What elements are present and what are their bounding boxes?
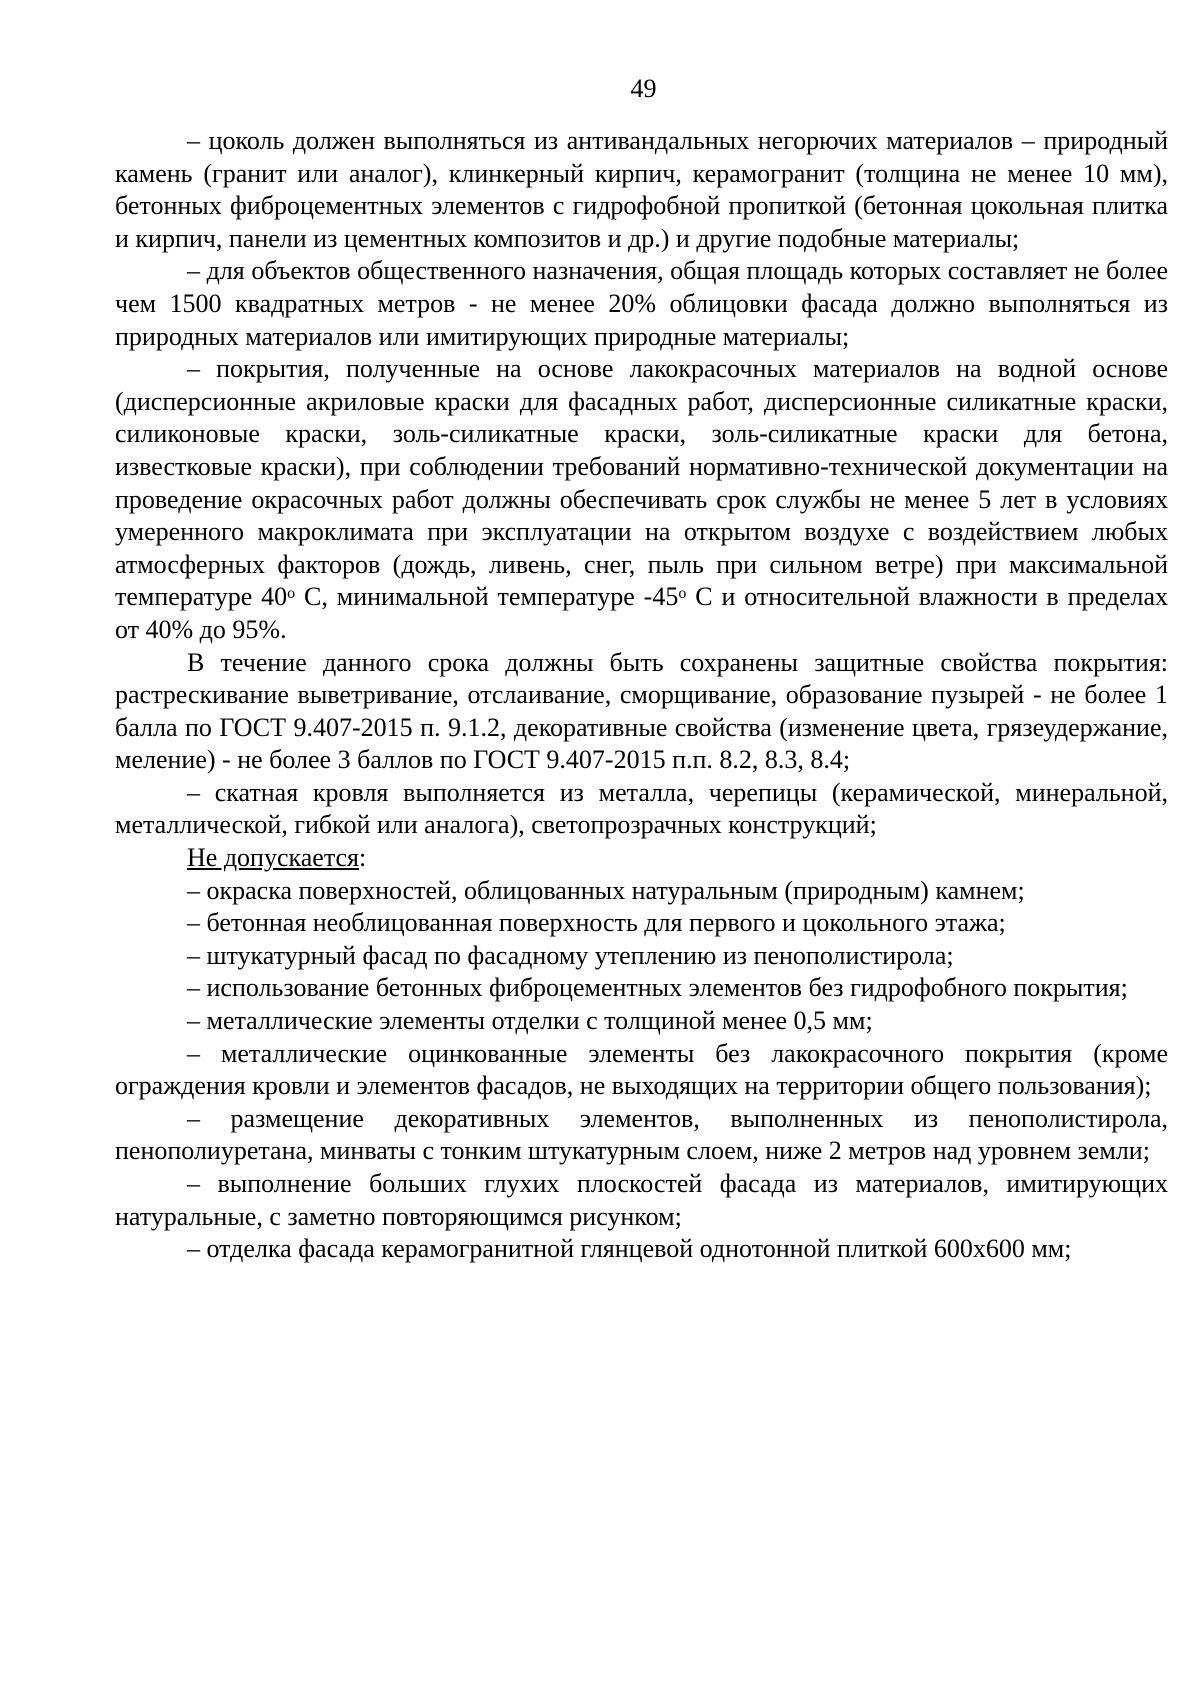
paragraph-protective-properties: В течение данного срока должны быть сохранены защитные свойства покрытия: растрескивание выветривание, отслаивание, сморщивание, образование пузырей - не более 1 балла по ГОСТ 9.407-2015 п. 9.1.2, декоративные свойства (изменение цвета, грязеудержание, меление) - не более 3 баллов по ГОСТ 9.407-2015 п.п. 8.2, 8.3, 8.4; xyxy=(115,647,1168,775)
paragraph-public-buildings-cladding: – для объектов общественного назначения, общая площадь которых составляет не более чем 1500 квадратных метров - не менее 20% облицовки фасада должно выполняться из природных материалов или имитирующих природные материалы; xyxy=(115,256,1168,351)
prohibited-heading-colon: : xyxy=(359,843,367,873)
document-body xyxy=(115,125,1168,1266)
prohibited-item-thin-metal: – металлические элементы отделки с толщиной менее 0,5 мм; xyxy=(187,1006,873,1036)
degree-sign-min: o xyxy=(678,585,687,603)
page-number: 49 xyxy=(630,74,657,103)
prohibited-item-fiber-cement: – использование бетонных фиброцементных элементов без гидрофобного покрытия; xyxy=(187,973,1128,1003)
coatings-text-part2: С, минимальной температуре -45 xyxy=(304,582,679,612)
prohibited-item-decorative-foam: – размещение декоративных элементов, выполненных из пенополистирола, пенополиуретана, минваты с тонким штукатурным слоем, ниже 2 метров над уровнем земли; xyxy=(115,1103,1168,1166)
prohibited-item-repeating-pattern: – выполнение больших глухих плоскостей фасада из материалов, имитирующих натуральные, с заметно повторяющимся рисунком; xyxy=(115,1169,1168,1231)
coatings-text-part1: – покрытия, полученные на основе лакокрасочных материалов на водной основе (дисперсионные акриловые краски для фасадных работ, дисперсионные силикатные краски, силиконовые краски, золь-силикатные краски, золь-силикатные краски для бетона, известковые краски), при соблюдении требований нормативно-технической документации на проведение окрасочных работ должны обеспечивать срок службы не менее 5 лет в условиях умеренного макроклимата при эксплуатации на открытом воздухе с воздействием любых атмосферных факторов (дождь, ливень, снег, пыль при сильном ветре) при максимальной температуре 40 xyxy=(115,354,1168,612)
paragraph-plinth-materials: – цоколь должен выполняться из антивандальных негорючих материалов – природный камень (гранит или аналог), клинкерный кирпич, керамогранит (толщина не менее 10 мм), бетонных фиброцементных элементов с гидрофобной пропиткой (бетонная цокольная плитка и кирпич, панели из цементных композитов и др.) и другие подобные материалы; xyxy=(115,126,1168,253)
paragraph-pitched-roof: – скатная кровля выполняется из металла, черепицы (керамической, минеральной, металлической, гибкой или аналога), светопрозрачных конструкций; xyxy=(115,777,1168,840)
prohibited-heading xyxy=(115,842,1168,875)
prohibited-item-galvanized-elements: – металлические оцинкованные элементы без лакокрасочного покрытия (кроме ограждения кровли и элементов фасадов, не выходящих на территории общего пользования); xyxy=(115,1038,1168,1101)
prohibited-item-glossy-tiles: – отделка фасада керамогранитной глянцевой однотонной плиткой 600х600 мм; xyxy=(187,1234,1072,1264)
prohibited-item-stone-painting: – окраска поверхностей, облицованных натуральным (природным) камнем; xyxy=(187,875,1025,905)
paragraph-water-based-coatings xyxy=(115,353,1168,646)
coatings-text-part3: С и относительной влажности в пределах от 40% до 95%. xyxy=(115,582,1168,644)
prohibited-item-bare-concrete: – бетонная необлицованная поверхность для первого и цокольного этажа; xyxy=(187,908,1006,938)
prohibited-item-plaster-facade: – штукатурный фасад по фасадному утеплению из пенополистирола; xyxy=(187,940,954,970)
prohibited-heading-label: Не допускается xyxy=(187,843,359,873)
degree-sign-max: o xyxy=(287,585,296,603)
